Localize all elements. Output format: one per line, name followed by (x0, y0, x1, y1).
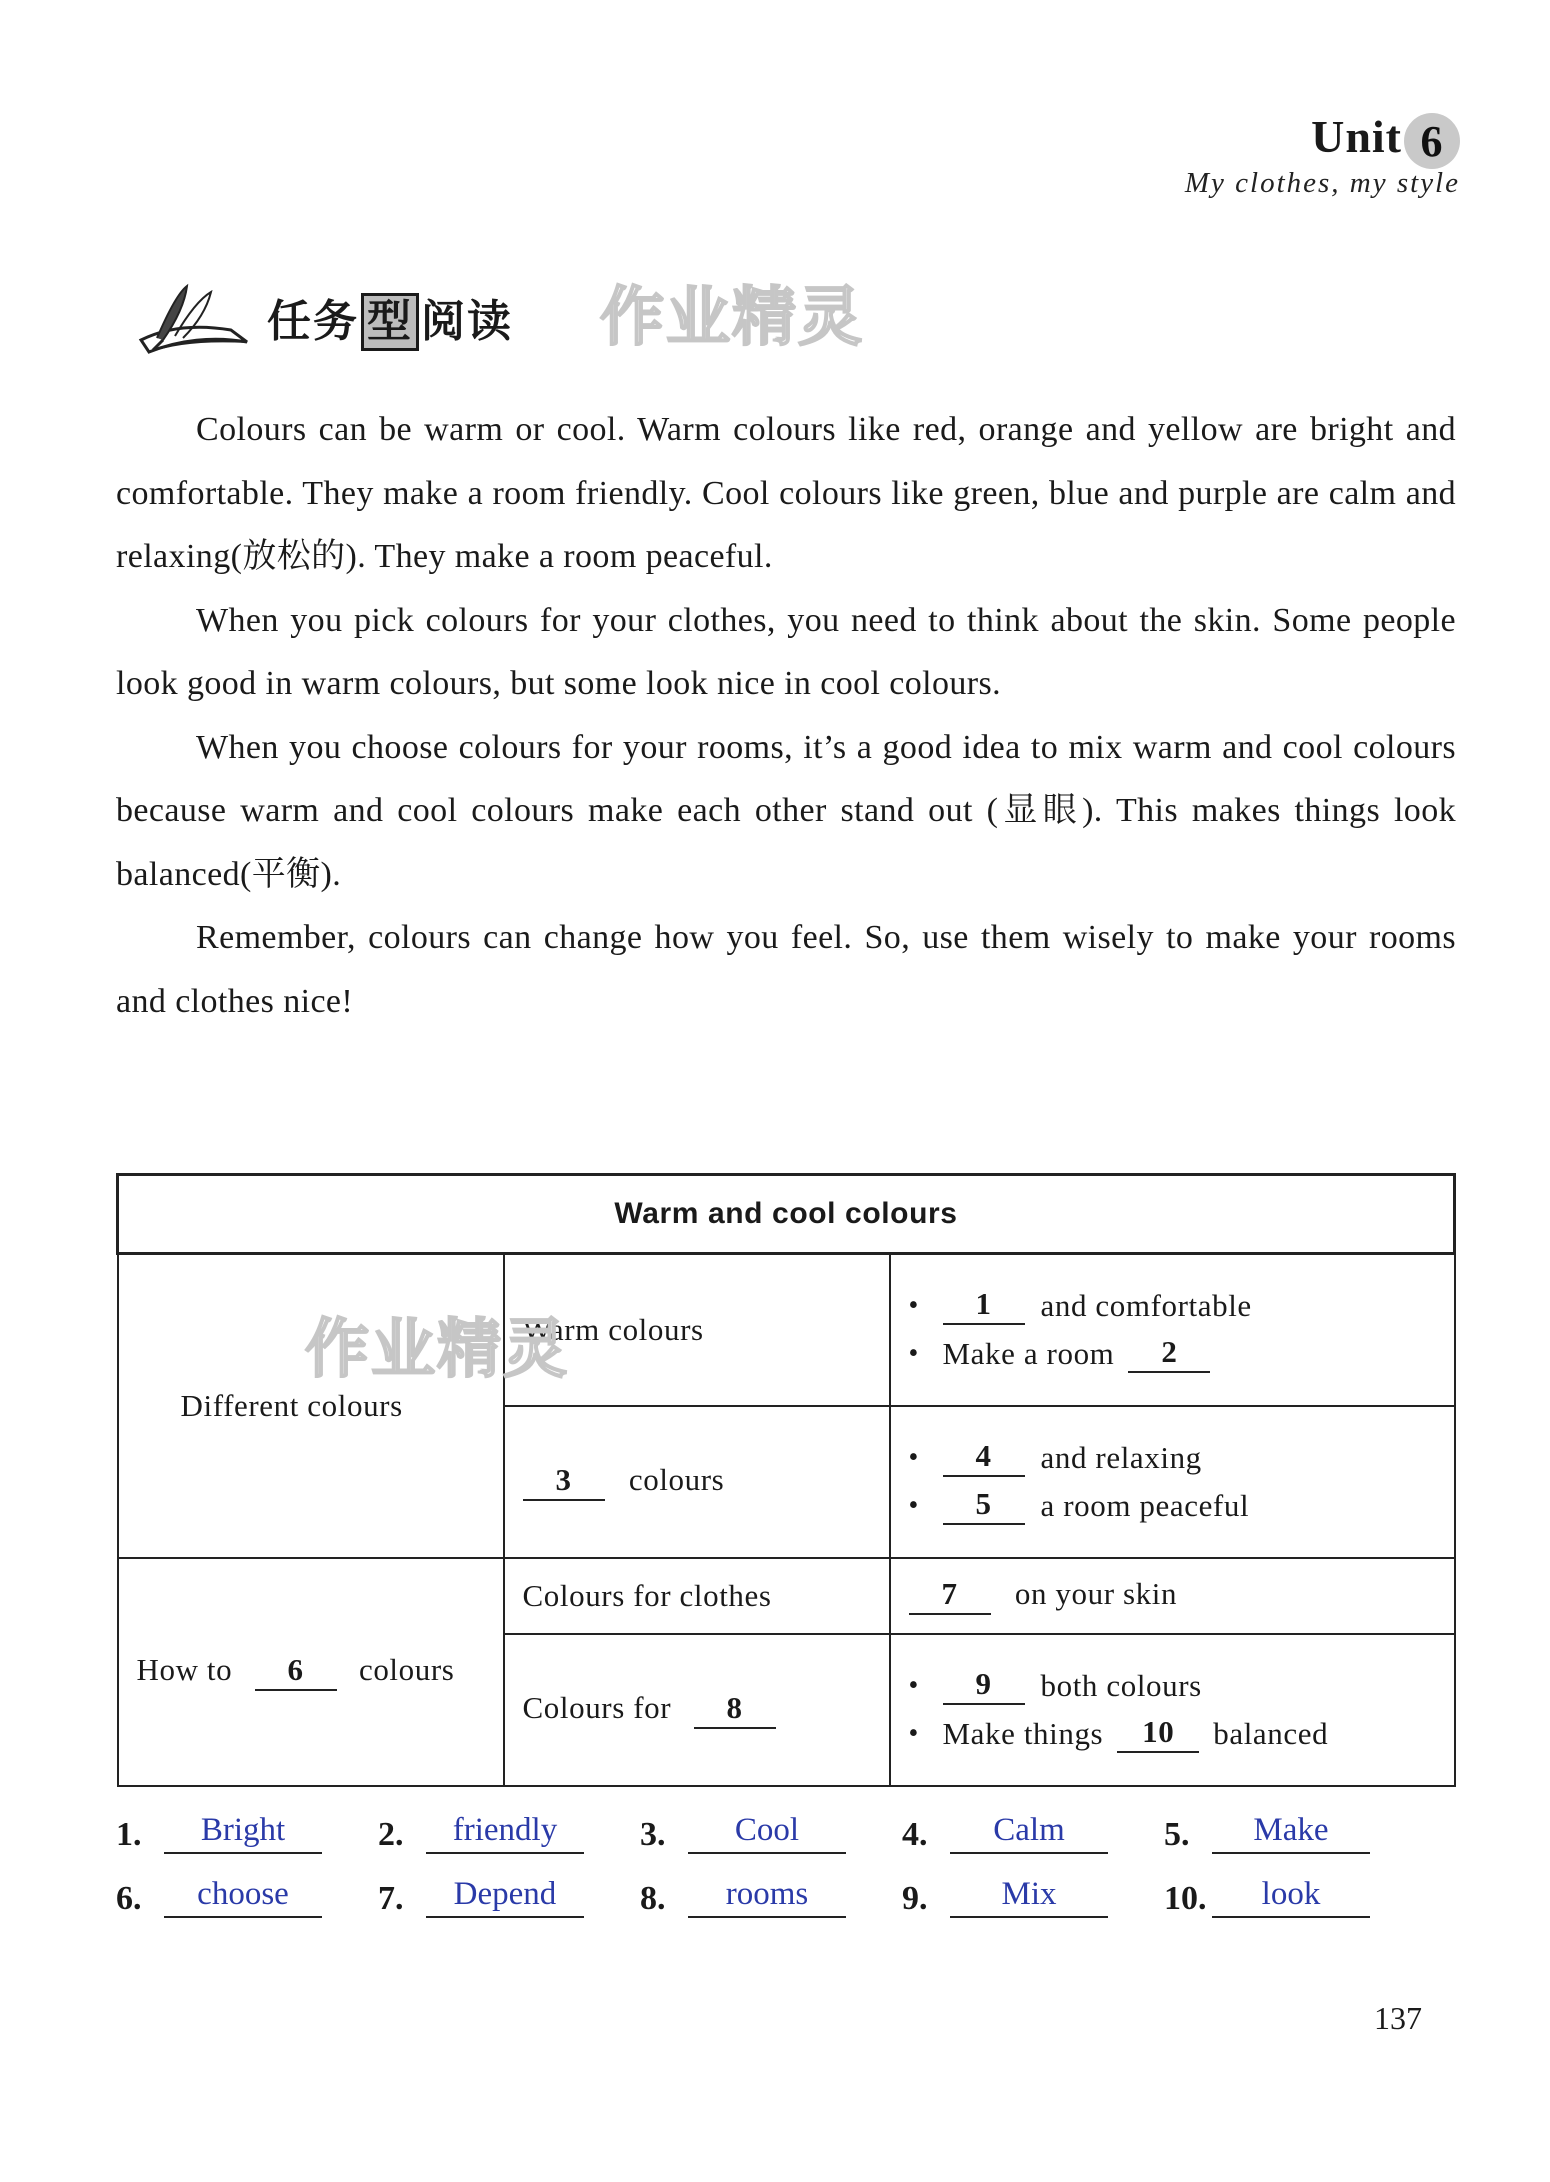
blank-1[interactable]: 1 (943, 1287, 1025, 1325)
answer-field[interactable]: choose (164, 1874, 322, 1918)
blank-3[interactable]: 3 (523, 1463, 605, 1501)
bullet: • (908, 1669, 919, 1701)
answer-item (902, 1810, 1164, 1854)
different-colours-label: Different colours (180, 1387, 403, 1423)
list-item (909, 1287, 1436, 1325)
warm-bullet-1-text: and comfortable (1040, 1287, 1252, 1323)
rooms-label: Colours for (522, 1690, 672, 1725)
blank-9[interactable]: 9 (943, 1667, 1025, 1705)
clothes-detail-text: on your skin (1014, 1576, 1178, 1611)
list-item (909, 1487, 1436, 1525)
section-title-part1: 任务 (267, 296, 359, 347)
answer-number: 2. (378, 1816, 404, 1853)
blank-7[interactable]: 7 (909, 1577, 991, 1615)
answer-field[interactable]: rooms (688, 1874, 846, 1918)
section-title-part2: 阅读 (421, 296, 513, 347)
answer-row (116, 1790, 1456, 1854)
rooms-details-cell (890, 1634, 1455, 1786)
list-item (909, 1667, 1436, 1705)
answer-field[interactable]: friendly (426, 1810, 584, 1854)
section-title (267, 285, 513, 351)
answer-number: 3. (640, 1816, 666, 1853)
cool-colours-cell (504, 1406, 890, 1558)
reading-passage (116, 398, 1456, 1033)
answer-item (378, 1874, 640, 1918)
section-heading (135, 278, 513, 358)
cool-colours-label: colours (628, 1462, 725, 1497)
how-to-post: colours (358, 1652, 455, 1687)
answer-item (1164, 1874, 1426, 1918)
list-item (909, 1715, 1436, 1753)
warm-colours-label: Warm colours (522, 1311, 704, 1347)
cool-bullet-2-text: a room peaceful (1040, 1487, 1250, 1523)
unit-subtitle: My clothes, my style (1184, 167, 1460, 199)
rooms-bullet-2-pre: Make things (942, 1715, 1104, 1751)
unit-number-badge: 6 (1404, 113, 1460, 169)
answer-item (378, 1810, 640, 1854)
answer-field[interactable]: Bright (164, 1810, 322, 1854)
answer-number: 9. (902, 1880, 928, 1917)
blank-6[interactable]: 6 (255, 1653, 337, 1691)
passage-paragraph-3: When you choose colours for your rooms, it’s a good idea to mix warm and cool colours because warm and cool colours make each other stand out (显眼). This makes things look balanced(平衡). (116, 728, 1456, 893)
answer-number: 1. (116, 1816, 142, 1853)
rooms-cell (504, 1634, 890, 1786)
bullet: • (908, 1489, 919, 1521)
answer-item (640, 1810, 902, 1854)
rooms-bullet-1-text: both colours (1040, 1667, 1202, 1703)
answer-number: 8. (640, 1880, 666, 1917)
clothes-cell (504, 1558, 890, 1634)
clothes-details-cell (890, 1558, 1455, 1634)
warm-bullet-2-text: Make a room (942, 1335, 1115, 1371)
page-number: 137 (1374, 2000, 1422, 2036)
unit-title (1185, 110, 1460, 169)
answer-field[interactable]: look (1212, 1874, 1370, 1918)
summary-table (116, 1173, 1456, 1787)
passage-paragraph-4: Remember, colours can change how you feel. So, use them wisely to make your rooms and clothes nice! (116, 919, 1456, 1020)
watermark: 作业精灵 (600, 281, 864, 355)
how-to-cell (118, 1558, 504, 1786)
unit-label: Unit (1311, 111, 1402, 162)
answer-item (116, 1810, 378, 1854)
blank-4[interactable]: 4 (943, 1439, 1025, 1477)
quill-book-icon (135, 280, 253, 356)
warm-details-cell (890, 1254, 1455, 1406)
table-title: Warm and cool colours (118, 1175, 1455, 1254)
list-item (909, 1439, 1436, 1477)
answer-number: 4. (902, 1816, 928, 1853)
answer-row (116, 1854, 1456, 1918)
answer-number: 5. (1164, 1816, 1190, 1853)
answer-field[interactable]: Depend (426, 1874, 584, 1918)
bullet: • (908, 1717, 919, 1749)
blank-10[interactable]: 10 (1117, 1715, 1199, 1753)
blank-2[interactable]: 2 (1128, 1335, 1210, 1373)
rooms-bullet-2-post: balanced (1213, 1715, 1329, 1751)
answer-field[interactable]: Mix (950, 1874, 1108, 1918)
unit-header (1185, 110, 1460, 200)
answer-number: 7. (378, 1880, 404, 1917)
answer-number: 10. (1164, 1880, 1207, 1917)
cool-bullet-1-text: and relaxing (1040, 1439, 1202, 1475)
passage-paragraph-2: When you pick colours for your clothes, you need to think about the skin. Some people look good in warm colours, but some look nice in cool colours. (116, 601, 1456, 702)
answer-number: 6. (116, 1880, 142, 1917)
answer-item (902, 1874, 1164, 1918)
answer-list (116, 1790, 1456, 1918)
list-item (909, 1335, 1436, 1373)
answer-field[interactable]: Calm (950, 1810, 1108, 1854)
passage-paragraph-1: Colours can be warm or cool. Warm colours like red, orange and yellow are bright and comfortable. They make a room friendly. Cool colours like green, blue and purple are calm and relaxing(放松的). They make a room peaceful. (116, 411, 1456, 575)
bullet: • (908, 1337, 919, 1369)
answer-field[interactable]: Make (1212, 1810, 1370, 1854)
answer-field[interactable]: Cool (688, 1810, 846, 1854)
answer-item (1164, 1810, 1426, 1854)
how-to-pre: How to (136, 1652, 233, 1687)
blank-5[interactable]: 5 (943, 1487, 1025, 1525)
answer-item (640, 1874, 902, 1918)
section-title-boxed: 型 (361, 293, 419, 351)
answer-item (116, 1874, 378, 1918)
bullet: • (908, 1289, 919, 1321)
watermark: 作业精灵 (305, 1313, 569, 1387)
clothes-label: Colours for clothes (522, 1577, 772, 1613)
blank-8[interactable]: 8 (694, 1691, 776, 1729)
bullet: • (908, 1441, 919, 1473)
cool-details-cell (890, 1406, 1455, 1558)
